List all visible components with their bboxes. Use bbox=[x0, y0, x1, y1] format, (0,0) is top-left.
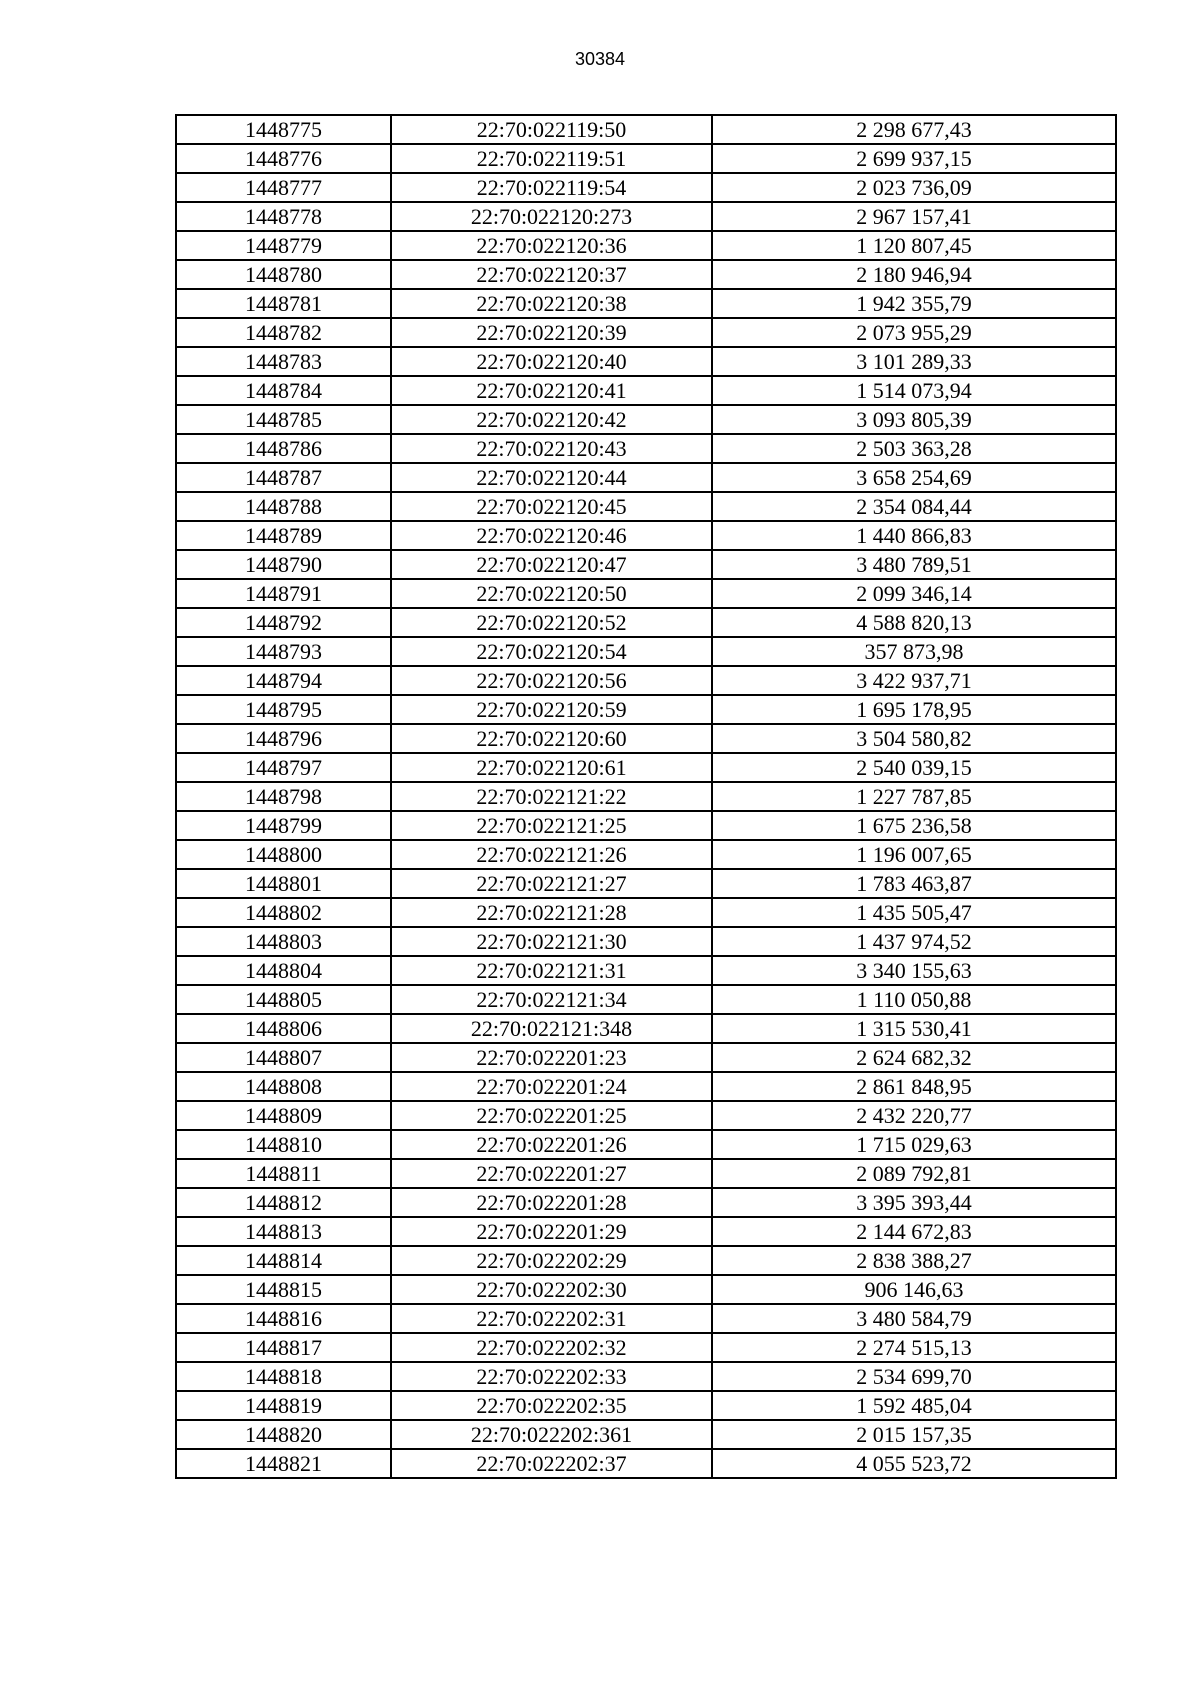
table-row bbox=[176, 231, 1116, 260]
table-row bbox=[176, 144, 1116, 173]
row-number-cell: 1448799 bbox=[176, 811, 391, 840]
cadastral-number-cell: 22:70:022120:37 bbox=[391, 260, 712, 289]
row-number-cell: 1448797 bbox=[176, 753, 391, 782]
cadastral-number-cell: 22:70:022121:25 bbox=[391, 811, 712, 840]
value-cell: 3 480 789,51 bbox=[712, 550, 1116, 579]
cadastral-number-cell: 22:70:022201:28 bbox=[391, 1188, 712, 1217]
table-row bbox=[176, 1449, 1116, 1478]
value-cell: 4 588 820,13 bbox=[712, 608, 1116, 637]
table-row bbox=[176, 1159, 1116, 1188]
row-number-cell: 1448783 bbox=[176, 347, 391, 376]
table-row bbox=[176, 985, 1116, 1014]
cadastral-number-cell: 22:70:022202:32 bbox=[391, 1333, 712, 1362]
value-cell: 1 715 029,63 bbox=[712, 1130, 1116, 1159]
cadastral-number-cell: 22:70:022201:27 bbox=[391, 1159, 712, 1188]
cadastral-number-cell: 22:70:022120:56 bbox=[391, 666, 712, 695]
value-cell: 2 432 220,77 bbox=[712, 1101, 1116, 1130]
cadastral-number-cell: 22:70:022201:24 bbox=[391, 1072, 712, 1101]
cadastral-number-cell: 22:70:022202:29 bbox=[391, 1246, 712, 1275]
cadastral-number-cell: 22:70:022201:26 bbox=[391, 1130, 712, 1159]
table-row bbox=[176, 550, 1116, 579]
table-row bbox=[176, 695, 1116, 724]
value-cell: 2 967 157,41 bbox=[712, 202, 1116, 231]
cadastral-number-cell: 22:70:022202:33 bbox=[391, 1362, 712, 1391]
value-cell: 3 480 584,79 bbox=[712, 1304, 1116, 1333]
value-cell: 1 435 505,47 bbox=[712, 898, 1116, 927]
value-cell: 2 624 682,32 bbox=[712, 1043, 1116, 1072]
value-cell: 1 440 866,83 bbox=[712, 521, 1116, 550]
row-number-cell: 1448810 bbox=[176, 1130, 391, 1159]
row-number-cell: 1448775 bbox=[176, 115, 391, 144]
table-row bbox=[176, 1043, 1116, 1072]
row-number-cell: 1448781 bbox=[176, 289, 391, 318]
row-number-cell: 1448788 bbox=[176, 492, 391, 521]
table-row bbox=[176, 463, 1116, 492]
table-row bbox=[176, 521, 1116, 550]
table-row bbox=[176, 289, 1116, 318]
cadastral-number-cell: 22:70:022119:50 bbox=[391, 115, 712, 144]
row-number-cell: 1448779 bbox=[176, 231, 391, 260]
row-number-cell: 1448815 bbox=[176, 1275, 391, 1304]
data-table bbox=[175, 114, 1117, 1479]
table-row bbox=[176, 1333, 1116, 1362]
cadastral-number-cell: 22:70:022120:45 bbox=[391, 492, 712, 521]
value-cell: 1 437 974,52 bbox=[712, 927, 1116, 956]
table-row bbox=[176, 811, 1116, 840]
value-cell: 3 504 580,82 bbox=[712, 724, 1116, 753]
value-cell: 4 055 523,72 bbox=[712, 1449, 1116, 1478]
table-row bbox=[176, 202, 1116, 231]
row-number-cell: 1448808 bbox=[176, 1072, 391, 1101]
table-row bbox=[176, 115, 1116, 144]
value-cell: 1 120 807,45 bbox=[712, 231, 1116, 260]
cadastral-number-cell: 22:70:022202:30 bbox=[391, 1275, 712, 1304]
row-number-cell: 1448794 bbox=[176, 666, 391, 695]
value-cell: 1 227 787,85 bbox=[712, 782, 1116, 811]
table-row bbox=[176, 840, 1116, 869]
row-number-cell: 1448798 bbox=[176, 782, 391, 811]
table-row bbox=[176, 782, 1116, 811]
cadastral-number-cell: 22:70:022120:60 bbox=[391, 724, 712, 753]
row-number-cell: 1448820 bbox=[176, 1420, 391, 1449]
row-number-cell: 1448786 bbox=[176, 434, 391, 463]
value-cell: 1 110 050,88 bbox=[712, 985, 1116, 1014]
value-cell: 2 015 157,35 bbox=[712, 1420, 1116, 1449]
row-number-cell: 1448778 bbox=[176, 202, 391, 231]
cadastral-number-cell: 22:70:022119:54 bbox=[391, 173, 712, 202]
value-cell: 2 073 955,29 bbox=[712, 318, 1116, 347]
table-row bbox=[176, 434, 1116, 463]
value-cell: 1 592 485,04 bbox=[712, 1391, 1116, 1420]
value-cell: 3 093 805,39 bbox=[712, 405, 1116, 434]
cadastral-number-cell: 22:70:022202:31 bbox=[391, 1304, 712, 1333]
value-cell: 2 503 363,28 bbox=[712, 434, 1116, 463]
cadastral-number-cell: 22:70:022119:51 bbox=[391, 144, 712, 173]
table-row bbox=[176, 1217, 1116, 1246]
value-cell: 3 101 289,33 bbox=[712, 347, 1116, 376]
row-number-cell: 1448787 bbox=[176, 463, 391, 492]
cadastral-number-cell: 22:70:022120:54 bbox=[391, 637, 712, 666]
value-cell: 3 340 155,63 bbox=[712, 956, 1116, 985]
table-row bbox=[176, 1391, 1116, 1420]
cadastral-number-cell: 22:70:022120:43 bbox=[391, 434, 712, 463]
table-row bbox=[176, 927, 1116, 956]
value-cell: 2 180 946,94 bbox=[712, 260, 1116, 289]
row-number-cell: 1448812 bbox=[176, 1188, 391, 1217]
table-row bbox=[176, 1130, 1116, 1159]
table-row bbox=[176, 347, 1116, 376]
cadastral-number-cell: 22:70:022121:34 bbox=[391, 985, 712, 1014]
value-cell: 2 699 937,15 bbox=[712, 144, 1116, 173]
cadastral-number-cell: 22:70:022202:35 bbox=[391, 1391, 712, 1420]
value-cell: 2 274 515,13 bbox=[712, 1333, 1116, 1362]
value-cell: 3 422 937,71 bbox=[712, 666, 1116, 695]
row-number-cell: 1448805 bbox=[176, 985, 391, 1014]
value-cell: 2 838 388,27 bbox=[712, 1246, 1116, 1275]
value-cell: 2 099 346,14 bbox=[712, 579, 1116, 608]
row-number-cell: 1448776 bbox=[176, 144, 391, 173]
row-number-cell: 1448777 bbox=[176, 173, 391, 202]
table-row bbox=[176, 376, 1116, 405]
table-row bbox=[176, 1420, 1116, 1449]
value-cell: 1 783 463,87 bbox=[712, 869, 1116, 898]
value-cell: 1 695 178,95 bbox=[712, 695, 1116, 724]
table-row bbox=[176, 1275, 1116, 1304]
cadastral-number-cell: 22:70:022120:40 bbox=[391, 347, 712, 376]
value-cell: 2 540 039,15 bbox=[712, 753, 1116, 782]
value-cell: 2 144 672,83 bbox=[712, 1217, 1116, 1246]
row-number-cell: 1448792 bbox=[176, 608, 391, 637]
value-cell: 2 861 848,95 bbox=[712, 1072, 1116, 1101]
cadastral-number-cell: 22:70:022120:41 bbox=[391, 376, 712, 405]
table-row bbox=[176, 724, 1116, 753]
value-cell: 906 146,63 bbox=[712, 1275, 1116, 1304]
row-number-cell: 1448802 bbox=[176, 898, 391, 927]
value-cell: 1 315 530,41 bbox=[712, 1014, 1116, 1043]
value-cell: 2 023 736,09 bbox=[712, 173, 1116, 202]
table-row bbox=[176, 1362, 1116, 1391]
table-row bbox=[176, 1014, 1116, 1043]
value-cell: 357 873,98 bbox=[712, 637, 1116, 666]
row-number-cell: 1448801 bbox=[176, 869, 391, 898]
row-number-cell: 1448818 bbox=[176, 1362, 391, 1391]
row-number-cell: 1448804 bbox=[176, 956, 391, 985]
value-cell: 1 942 355,79 bbox=[712, 289, 1116, 318]
table-row bbox=[176, 956, 1116, 985]
table-row bbox=[176, 173, 1116, 202]
cadastral-number-cell: 22:70:022120:44 bbox=[391, 463, 712, 492]
cadastral-number-cell: 22:70:022120:52 bbox=[391, 608, 712, 637]
cadastral-number-cell: 22:70:022120:36 bbox=[391, 231, 712, 260]
row-number-cell: 1448785 bbox=[176, 405, 391, 434]
table-row bbox=[176, 1188, 1116, 1217]
cadastral-number-cell: 22:70:022120:59 bbox=[391, 695, 712, 724]
cadastral-number-cell: 22:70:022120:50 bbox=[391, 579, 712, 608]
row-number-cell: 1448803 bbox=[176, 927, 391, 956]
cadastral-number-cell: 22:70:022121:22 bbox=[391, 782, 712, 811]
table-row bbox=[176, 1304, 1116, 1333]
table-row bbox=[176, 492, 1116, 521]
row-number-cell: 1448782 bbox=[176, 318, 391, 347]
table-row bbox=[176, 869, 1116, 898]
table-row bbox=[176, 608, 1116, 637]
table-row bbox=[176, 318, 1116, 347]
value-cell: 3 395 393,44 bbox=[712, 1188, 1116, 1217]
value-cell: 2 089 792,81 bbox=[712, 1159, 1116, 1188]
row-number-cell: 1448790 bbox=[176, 550, 391, 579]
cadastral-number-cell: 22:70:022120:39 bbox=[391, 318, 712, 347]
row-number-cell: 1448813 bbox=[176, 1217, 391, 1246]
cadastral-number-cell: 22:70:022201:25 bbox=[391, 1101, 712, 1130]
page-number: 30384 bbox=[574, 49, 626, 69]
row-number-cell: 1448814 bbox=[176, 1246, 391, 1275]
row-number-cell: 1448811 bbox=[176, 1159, 391, 1188]
table-row bbox=[176, 1072, 1116, 1101]
row-number-cell: 1448793 bbox=[176, 637, 391, 666]
value-cell: 1 675 236,58 bbox=[712, 811, 1116, 840]
table-body bbox=[176, 115, 1116, 1478]
cadastral-number-cell: 22:70:022201:23 bbox=[391, 1043, 712, 1072]
cadastral-number-cell: 22:70:022120:46 bbox=[391, 521, 712, 550]
row-number-cell: 1448791 bbox=[176, 579, 391, 608]
cadastral-number-cell: 22:70:022120:42 bbox=[391, 405, 712, 434]
cadastral-number-cell: 22:70:022202:361 bbox=[391, 1420, 712, 1449]
value-cell: 2 354 084,44 bbox=[712, 492, 1116, 521]
row-number-cell: 1448795 bbox=[176, 695, 391, 724]
table-row bbox=[176, 898, 1116, 927]
row-number-cell: 1448796 bbox=[176, 724, 391, 753]
table-row bbox=[176, 1246, 1116, 1275]
cadastral-number-cell: 22:70:022120:47 bbox=[391, 550, 712, 579]
row-number-cell: 1448817 bbox=[176, 1333, 391, 1362]
table-row bbox=[176, 666, 1116, 695]
cadastral-number-cell: 22:70:022121:27 bbox=[391, 869, 712, 898]
cadastral-number-cell: 22:70:022120:61 bbox=[391, 753, 712, 782]
table-row bbox=[176, 579, 1116, 608]
table-row bbox=[176, 405, 1116, 434]
table-row bbox=[176, 260, 1116, 289]
row-number-cell: 1448800 bbox=[176, 840, 391, 869]
cadastral-number-cell: 22:70:022120:273 bbox=[391, 202, 712, 231]
row-number-cell: 1448807 bbox=[176, 1043, 391, 1072]
row-number-cell: 1448819 bbox=[176, 1391, 391, 1420]
value-cell: 2 534 699,70 bbox=[712, 1362, 1116, 1391]
cadastral-number-cell: 22:70:022121:28 bbox=[391, 898, 712, 927]
cadastral-number-cell: 22:70:022201:29 bbox=[391, 1217, 712, 1246]
value-cell: 3 658 254,69 bbox=[712, 463, 1116, 492]
value-cell: 1 196 007,65 bbox=[712, 840, 1116, 869]
cadastral-number-cell: 22:70:022121:26 bbox=[391, 840, 712, 869]
row-number-cell: 1448780 bbox=[176, 260, 391, 289]
cadastral-number-cell: 22:70:022120:38 bbox=[391, 289, 712, 318]
cadastral-number-cell: 22:70:022121:348 bbox=[391, 1014, 712, 1043]
row-number-cell: 1448821 bbox=[176, 1449, 391, 1478]
value-cell: 1 514 073,94 bbox=[712, 376, 1116, 405]
row-number-cell: 1448789 bbox=[176, 521, 391, 550]
cadastral-number-cell: 22:70:022202:37 bbox=[391, 1449, 712, 1478]
row-number-cell: 1448784 bbox=[176, 376, 391, 405]
row-number-cell: 1448806 bbox=[176, 1014, 391, 1043]
row-number-cell: 1448816 bbox=[176, 1304, 391, 1333]
table-row bbox=[176, 753, 1116, 782]
cadastral-number-cell: 22:70:022121:30 bbox=[391, 927, 712, 956]
value-cell: 2 298 677,43 bbox=[712, 115, 1116, 144]
table-row bbox=[176, 1101, 1116, 1130]
table-row bbox=[176, 637, 1116, 666]
cadastral-number-cell: 22:70:022121:31 bbox=[391, 956, 712, 985]
row-number-cell: 1448809 bbox=[176, 1101, 391, 1130]
